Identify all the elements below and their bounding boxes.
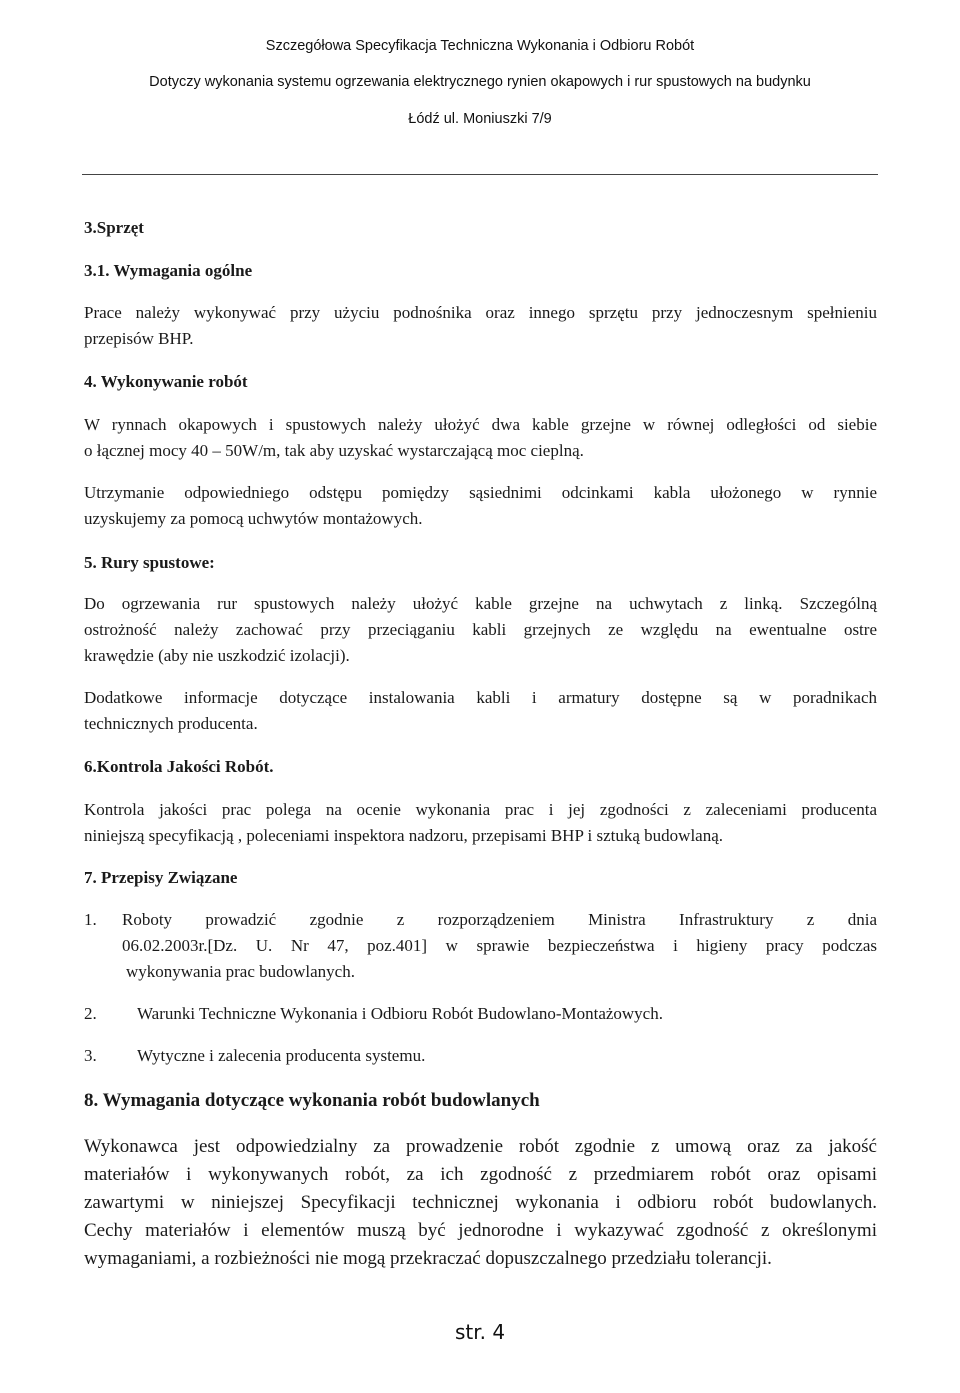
section-4-paragraph-line: uzyskujemy za pomocą uchwytów montażowych. xyxy=(84,509,423,528)
list-item-1-line: 06.02.2003r.[Dz. U. Nr 47, poz.401] w sprawie bezpieczeństwa i higieny pracy podczas xyxy=(122,936,877,955)
section-3-paragraph-line: przepisów BHP. xyxy=(84,329,194,348)
section-8-paragraph-line: materiałów i wykonywanych robót, za ich zgodność z przedmiarem robót oraz opisami xyxy=(84,1164,877,1185)
section-8-paragraph-line: zawartymi w niniejszej Specyfikacji technicznej wykonania i odbioru robót budowlanych. xyxy=(84,1192,877,1213)
list-item-3-text: Wytyczne i zalecenia producenta systemu. xyxy=(137,1046,426,1065)
list-item-1-number: 1. xyxy=(84,910,97,929)
page-number: str. 4 xyxy=(454,1320,506,1344)
section-8-paragraph-line: Cechy materiałów i elementów muszą być jednorodne i wykazywać zgodność z określonymi xyxy=(84,1220,877,1241)
header-title: Szczegółowa Specyfikacja Techniczna Wykonania i Odbioru Robót xyxy=(265,38,695,54)
header-divider xyxy=(82,174,878,175)
list-item-3-number: 3. xyxy=(84,1046,97,1065)
section-5-paragraph-line: ostrożność należy zachować przy przeciąganiu kabli grzejnych ze względu na ewentualne ostre xyxy=(84,620,877,639)
header-address: Łódź ul. Moniuszki 7/9 xyxy=(408,111,552,127)
section-5-paragraph-line: krawędzie (aby nie uszkodzić izolacji). xyxy=(84,646,350,665)
section-5-paragraph-line: Dodatkowe informacje dotyczące instalowania kabli i armatury dostępne są w poradnikach xyxy=(84,688,877,707)
section-4-paragraph-line: o łącznej mocy 40 – 50W/m, tak aby uzyskać wystarczającą moc cieplną. xyxy=(84,441,584,460)
section-3-heading: 3.Sprzęt xyxy=(84,218,144,237)
section-5-heading: 5. Rury spustowe: xyxy=(84,553,215,572)
header-subtitle: Dotyczy wykonania systemu ogrzewania elektrycznego rynien okapowych i rur spustowych na budynku xyxy=(149,74,811,90)
list-item-2-number: 2. xyxy=(84,1004,97,1023)
list-item-1-line: wykonywania prac budowlanych. xyxy=(126,962,355,981)
section-3-paragraph-line: Prace należy wykonywać przy użyciu podnośnika oraz innego sprzętu przy jednoczesnym spełnieniu xyxy=(84,303,877,322)
list-item-2-text: Warunki Techniczne Wykonania i Odbioru Robót Budowlano-Montażowych. xyxy=(137,1004,663,1023)
section-6-paragraph-line: niniejszą specyfikacją , poleceniami inspektora nadzoru, przepisami BHP i sztuką budowlaną. xyxy=(84,826,724,845)
section-6-heading: 6.Kontrola Jakości Robót. xyxy=(84,757,274,776)
section-8-heading: 8. Wymagania dotyczące wykonania robót budowlanych xyxy=(84,1090,540,1111)
section-4-paragraph-line: W rynnach okapowych i spustowych należy ułożyć dwa kable grzejne w równej odległości od siebie xyxy=(84,415,877,434)
section-5-paragraph-line: technicznych producenta. xyxy=(84,714,258,733)
section-4-heading: 4. Wykonywanie robót xyxy=(84,372,248,391)
list-item-1-line: Roboty prowadzić zgodnie z rozporządzeniem Ministra Infrastruktury z dnia xyxy=(122,910,877,929)
section-6-paragraph-line: Kontrola jakości prac polega na ocenie wykonania prac i jej zgodności z zaleceniami producenta xyxy=(84,800,877,819)
section-8-paragraph-line: wymaganiami, a rozbieżności nie mogą przekraczać dopuszczalnego przedziału tolerancji. xyxy=(84,1248,772,1269)
section-7-heading: 7. Przepisy Związane xyxy=(84,868,238,887)
section-8-paragraph-line: Wykonawca jest odpowiedzialny za prowadzenie robót zgodnie z umową oraz za jakość xyxy=(84,1136,877,1157)
section-5-paragraph-line: Do ogrzewania rur spustowych należy ułożyć kable grzejne na uchwytach z linką. Szczególną xyxy=(84,594,877,613)
section-3-1-heading: 3.1. Wymagania ogólne xyxy=(84,261,253,280)
section-4-paragraph-line: Utrzymanie odpowiedniego odstępu pomiędzy sąsiednimi odcinkami kabla ułożonego w rynnie xyxy=(84,483,877,502)
